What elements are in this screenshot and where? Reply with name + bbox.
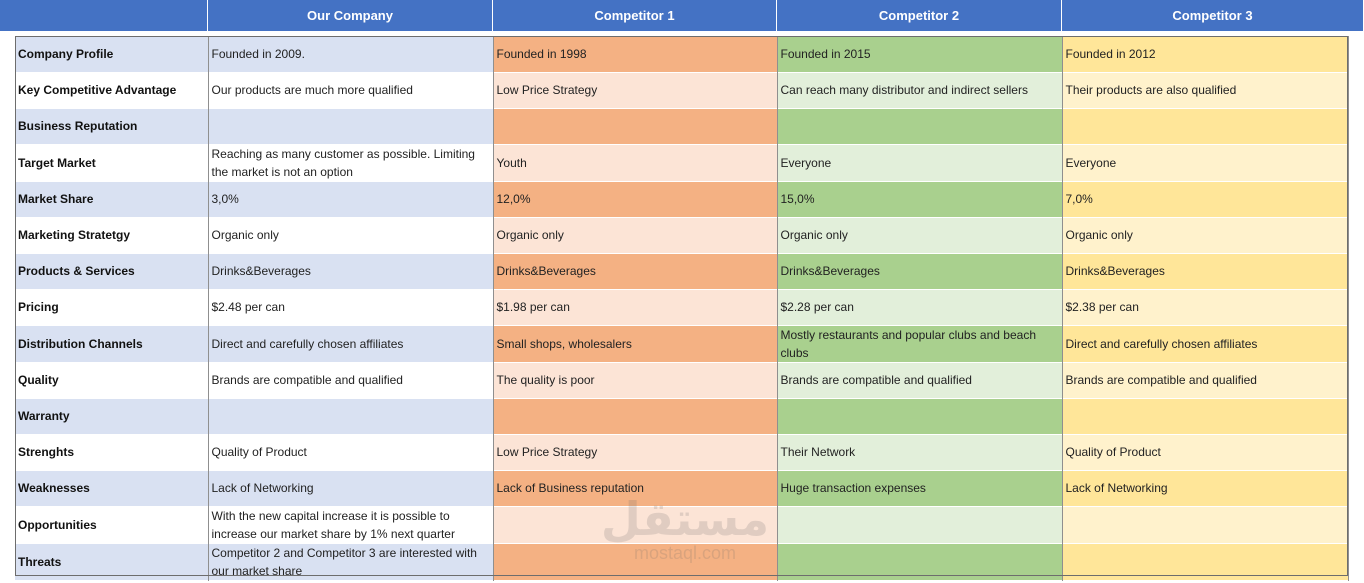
cell-competitor-3[interactable] xyxy=(1062,543,1348,580)
cell-competitor-2[interactable]: 15,0% xyxy=(777,181,1062,217)
cell-competitor-2[interactable] xyxy=(777,543,1062,580)
row-label[interactable]: Products & Services xyxy=(15,253,208,289)
cell-competitor-3[interactable]: Founded in 2012 xyxy=(1062,36,1348,72)
cell-our-company[interactable]: Our products are much more qualified xyxy=(208,72,493,108)
cell-competitor-2[interactable]: Drinks&Beverages xyxy=(777,253,1062,289)
cell-competitor-1[interactable]: Youth xyxy=(493,144,777,181)
table-row xyxy=(15,181,1348,217)
table-row xyxy=(15,470,1348,506)
table-row xyxy=(15,506,1348,543)
cell-competitor-2[interactable]: Their Network xyxy=(777,434,1062,470)
table-row xyxy=(15,144,1348,181)
row-label[interactable]: Marketing Stratetgy xyxy=(15,217,208,253)
row-label[interactable]: Key Competitive Advantage xyxy=(15,72,208,108)
cell-competitor-2[interactable]: Everyone xyxy=(777,144,1062,181)
table-row xyxy=(15,253,1348,289)
table-row xyxy=(15,289,1348,325)
cell-competitor-2[interactable]: Organic only xyxy=(777,217,1062,253)
row-label[interactable]: Business Reputation xyxy=(15,108,208,144)
cell-competitor-2[interactable]: $2.28 per can xyxy=(777,289,1062,325)
header-competitor-2: Competitor 2 xyxy=(777,0,1062,31)
row-label[interactable]: Opportunities xyxy=(15,506,208,543)
table-row xyxy=(15,362,1348,398)
cell-competitor-1[interactable]: Founded in 1998 xyxy=(493,36,777,72)
header-competitor-1: Competitor 1 xyxy=(493,0,777,31)
cell-our-company[interactable]: Brands are compatible and qualified xyxy=(208,362,493,398)
row-label[interactable]: Target Market xyxy=(15,144,208,181)
cell-our-company[interactable]: Competitor 2 and Competitor 3 are interested with our market share xyxy=(208,543,493,580)
cell-competitor-2[interactable]: Huge transaction expenses xyxy=(777,470,1062,506)
cell-competitor-1[interactable]: $1.98 per can xyxy=(493,289,777,325)
cell-our-company[interactable]: Drinks&Beverages xyxy=(208,253,493,289)
cell-competitor-1[interactable]: Low Price Strategy xyxy=(493,434,777,470)
cell-competitor-1[interactable] xyxy=(493,398,777,434)
row-label[interactable]: Weaknesses xyxy=(15,470,208,506)
row-label[interactable]: Market Share xyxy=(15,181,208,217)
cell-competitor-3[interactable]: Direct and carefully chosen affiliates xyxy=(1062,325,1348,362)
row-label[interactable]: Threats xyxy=(15,543,208,580)
cell-our-company[interactable]: Founded in 2009. xyxy=(208,36,493,72)
table-row xyxy=(15,217,1348,253)
cell-our-company[interactable]: Reaching as many customer as possible. Limiting the market is not an option xyxy=(208,144,493,181)
cell-our-company[interactable]: Direct and carefully chosen affiliates xyxy=(208,325,493,362)
cell-our-company[interactable]: Organic only xyxy=(208,217,493,253)
row-label[interactable]: Quality xyxy=(15,362,208,398)
row-label[interactable]: Pricing xyxy=(15,289,208,325)
cell-competitor-1[interactable]: The quality is poor xyxy=(493,362,777,398)
cell-competitor-3[interactable]: 7,0% xyxy=(1062,181,1348,217)
cell-competitor-3[interactable]: Lack of Networking xyxy=(1062,470,1348,506)
cell-competitor-3[interactable]: Brands are compatible and qualified xyxy=(1062,362,1348,398)
cell-competitor-1[interactable]: Drinks&Beverages xyxy=(493,253,777,289)
table-row xyxy=(15,398,1348,434)
header-blank-cell xyxy=(0,0,208,31)
comparison-table xyxy=(15,36,1349,581)
cell-our-company[interactable]: Quality of Product xyxy=(208,434,493,470)
cell-competitor-3[interactable]: Drinks&Beverages xyxy=(1062,253,1348,289)
table-row xyxy=(15,543,1348,580)
table-row xyxy=(15,72,1348,108)
cell-competitor-3[interactable]: Everyone xyxy=(1062,144,1348,181)
table-row xyxy=(15,325,1348,362)
cell-our-company[interactable]: 3,0% xyxy=(208,181,493,217)
header-competitor-3: Competitor 3 xyxy=(1062,0,1364,31)
cell-our-company[interactable]: With the new capital increase it is possible to increase our market share by 1% next quarter xyxy=(208,506,493,543)
row-label[interactable]: Warranty xyxy=(15,398,208,434)
cell-competitor-2[interactable]: Can reach many distributor and indirect sellers xyxy=(777,72,1062,108)
row-label[interactable]: Company Profile xyxy=(15,36,208,72)
header-our-company: Our Company xyxy=(208,0,493,31)
row-label[interactable]: Strenghts xyxy=(15,434,208,470)
row-label[interactable]: Distribution Channels xyxy=(15,325,208,362)
cell-competitor-1[interactable]: Organic only xyxy=(493,217,777,253)
cell-competitor-3[interactable]: Their products are also qualified xyxy=(1062,72,1348,108)
cell-competitor-1[interactable] xyxy=(493,543,777,580)
cell-competitor-3[interactable] xyxy=(1062,108,1348,144)
cell-our-company[interactable]: Lack of Networking xyxy=(208,470,493,506)
cell-competitor-2[interactable]: Mostly restaurants and popular clubs and beach clubs xyxy=(777,325,1062,362)
cell-competitor-2[interactable]: Brands are compatible and qualified xyxy=(777,362,1062,398)
table-row xyxy=(15,36,1348,72)
cell-our-company[interactable]: $2.48 per can xyxy=(208,289,493,325)
cell-our-company[interactable] xyxy=(208,108,493,144)
cell-competitor-2[interactable] xyxy=(777,506,1062,543)
cell-competitor-1[interactable]: 12,0% xyxy=(493,181,777,217)
cell-competitor-3[interactable] xyxy=(1062,506,1348,543)
table-row xyxy=(15,108,1348,144)
cell-competitor-3[interactable]: Quality of Product xyxy=(1062,434,1348,470)
cell-competitor-1[interactable]: Small shops, wholesalers xyxy=(493,325,777,362)
cell-competitor-3[interactable] xyxy=(1062,398,1348,434)
cell-competitor-2[interactable] xyxy=(777,108,1062,144)
table-row xyxy=(15,434,1348,470)
cell-competitor-2[interactable] xyxy=(777,398,1062,434)
cell-competitor-1[interactable]: Lack of Business reputation xyxy=(493,470,777,506)
cell-competitor-1[interactable] xyxy=(493,506,777,543)
cell-competitor-2[interactable]: Founded in 2015 xyxy=(777,36,1062,72)
cell-competitor-3[interactable]: $2.38 per can xyxy=(1062,289,1348,325)
cell-competitor-1[interactable]: Low Price Strategy xyxy=(493,72,777,108)
cell-our-company[interactable] xyxy=(208,398,493,434)
cell-competitor-1[interactable] xyxy=(493,108,777,144)
cell-competitor-3[interactable]: Organic only xyxy=(1062,217,1348,253)
